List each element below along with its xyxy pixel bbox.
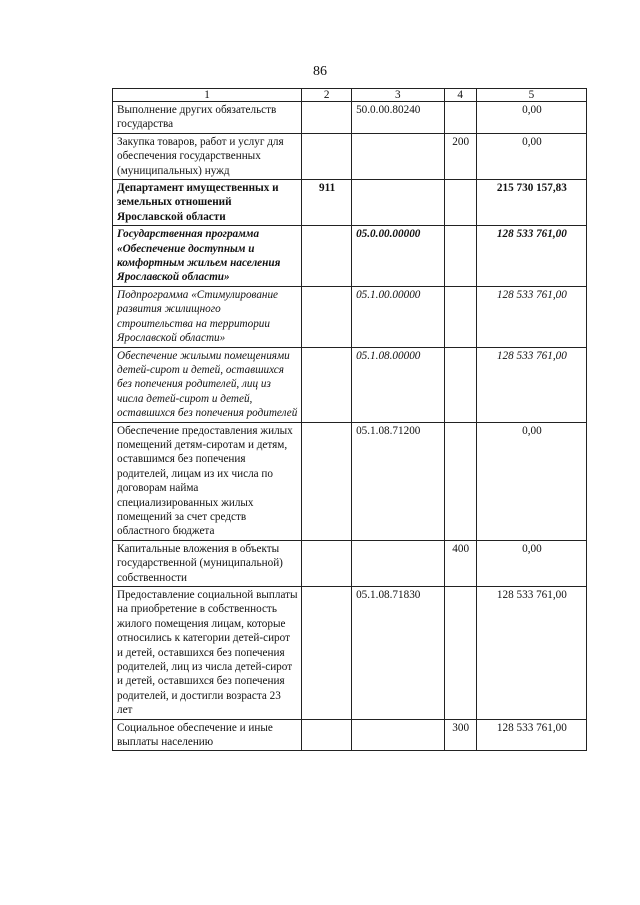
row-amount-cell: 0,00 bbox=[476, 102, 586, 134]
row-code-cell: 911 bbox=[302, 180, 352, 226]
row-code-cell bbox=[302, 133, 352, 179]
row-target-cell bbox=[352, 180, 445, 226]
row-name-cell: Обеспечение предоставления жилых помещений детям-сиротам и детям, оставшимся без попечения родителей, лицам из их числа по договорам найма специализированных жилых помещений за счет средств областного бюджета bbox=[113, 422, 302, 540]
row-type-cell bbox=[444, 180, 476, 226]
row-name-cell: Подпрограмма «Стимулирование развития жилищного строительства на территории Ярославской области» bbox=[113, 286, 302, 347]
row-type-cell: 300 bbox=[444, 719, 476, 751]
row-target-cell: 05.1.08.00000 bbox=[352, 347, 445, 422]
row-amount-cell: 0,00 bbox=[476, 422, 586, 540]
row-target-cell: 50.0.00.80240 bbox=[352, 102, 445, 134]
row-code-cell bbox=[302, 422, 352, 540]
table-row bbox=[113, 226, 587, 287]
budget-table bbox=[112, 88, 587, 751]
row-type-cell bbox=[444, 587, 476, 720]
row-target-cell bbox=[352, 133, 445, 179]
row-target-cell: 05.1.00.00000 bbox=[352, 286, 445, 347]
row-type-cell bbox=[444, 102, 476, 134]
row-code-cell bbox=[302, 719, 352, 751]
table-row bbox=[113, 719, 587, 751]
row-code-cell bbox=[302, 226, 352, 287]
row-amount-cell: 128 533 761,00 bbox=[476, 719, 586, 751]
row-name-cell: Капитальные вложения в объекты государственной (муниципальной) собственности bbox=[113, 540, 302, 586]
row-type-cell: 200 bbox=[444, 133, 476, 179]
row-name-cell: Социальное обеспечение и иные выплаты населению bbox=[113, 719, 302, 751]
table-row bbox=[113, 102, 587, 134]
row-code-cell bbox=[302, 102, 352, 134]
table-body bbox=[113, 102, 587, 751]
row-code-cell bbox=[302, 587, 352, 720]
header-col-4: 4 bbox=[444, 89, 476, 102]
table-row bbox=[113, 422, 587, 540]
page-number: 86 bbox=[313, 64, 327, 79]
table-row bbox=[113, 133, 587, 179]
header-col-3: 3 bbox=[352, 89, 445, 102]
row-code-cell bbox=[302, 286, 352, 347]
header-col-2: 2 bbox=[302, 89, 352, 102]
row-type-cell bbox=[444, 422, 476, 540]
row-name-cell: Выполнение других обязательств государства bbox=[113, 102, 302, 134]
table-row bbox=[113, 180, 587, 226]
row-amount-cell: 215 730 157,83 bbox=[476, 180, 586, 226]
row-amount-cell: 0,00 bbox=[476, 133, 586, 179]
table-row bbox=[113, 347, 587, 422]
row-code-cell bbox=[302, 347, 352, 422]
row-amount-cell: 0,00 bbox=[476, 540, 586, 586]
row-name-cell: Государственная программа «Обеспечение доступным и комфортным жильем населения Ярославской области» bbox=[113, 226, 302, 287]
table-row bbox=[113, 286, 587, 347]
table-row bbox=[113, 540, 587, 586]
row-amount-cell: 128 533 761,00 bbox=[476, 587, 586, 720]
table-row bbox=[113, 587, 587, 720]
row-name-cell: Обеспечение жилыми помещениями детей-сирот и детей, оставшихся без попечения родителей, лиц из числа детей-сирот и детей, оставшихся без попечения родителей bbox=[113, 347, 302, 422]
row-amount-cell: 128 533 761,00 bbox=[476, 347, 586, 422]
row-type-cell bbox=[444, 226, 476, 287]
row-name-cell: Департамент имущественных и земельных отношений Ярославской области bbox=[113, 180, 302, 226]
row-target-cell: 05.1.08.71830 bbox=[352, 587, 445, 720]
row-amount-cell: 128 533 761,00 bbox=[476, 286, 586, 347]
row-type-cell: 400 bbox=[444, 540, 476, 586]
row-target-cell bbox=[352, 540, 445, 586]
row-target-cell: 05.1.08.71200 bbox=[352, 422, 445, 540]
row-amount-cell: 128 533 761,00 bbox=[476, 226, 586, 287]
row-target-cell: 05.0.00.00000 bbox=[352, 226, 445, 287]
row-name-cell: Закупка товаров, работ и услуг для обеспечения государственных (муниципальных) нужд bbox=[113, 133, 302, 179]
row-type-cell bbox=[444, 286, 476, 347]
header-col-5: 5 bbox=[476, 89, 586, 102]
header-col-1: 1 bbox=[113, 89, 302, 102]
row-name-cell: Предоставление социальной выплаты на приобретение в собственность жилого помещения лицам, которые относились к категории детей-сирот и детей, оставшихся без попечения родителей, лиц из числа детей-сирот и детей, оставшихся без попечения родителей, и достигли возраста 23 лет bbox=[113, 587, 302, 720]
table-header-row bbox=[113, 89, 587, 102]
row-type-cell bbox=[444, 347, 476, 422]
row-code-cell bbox=[302, 540, 352, 586]
row-target-cell bbox=[352, 719, 445, 751]
